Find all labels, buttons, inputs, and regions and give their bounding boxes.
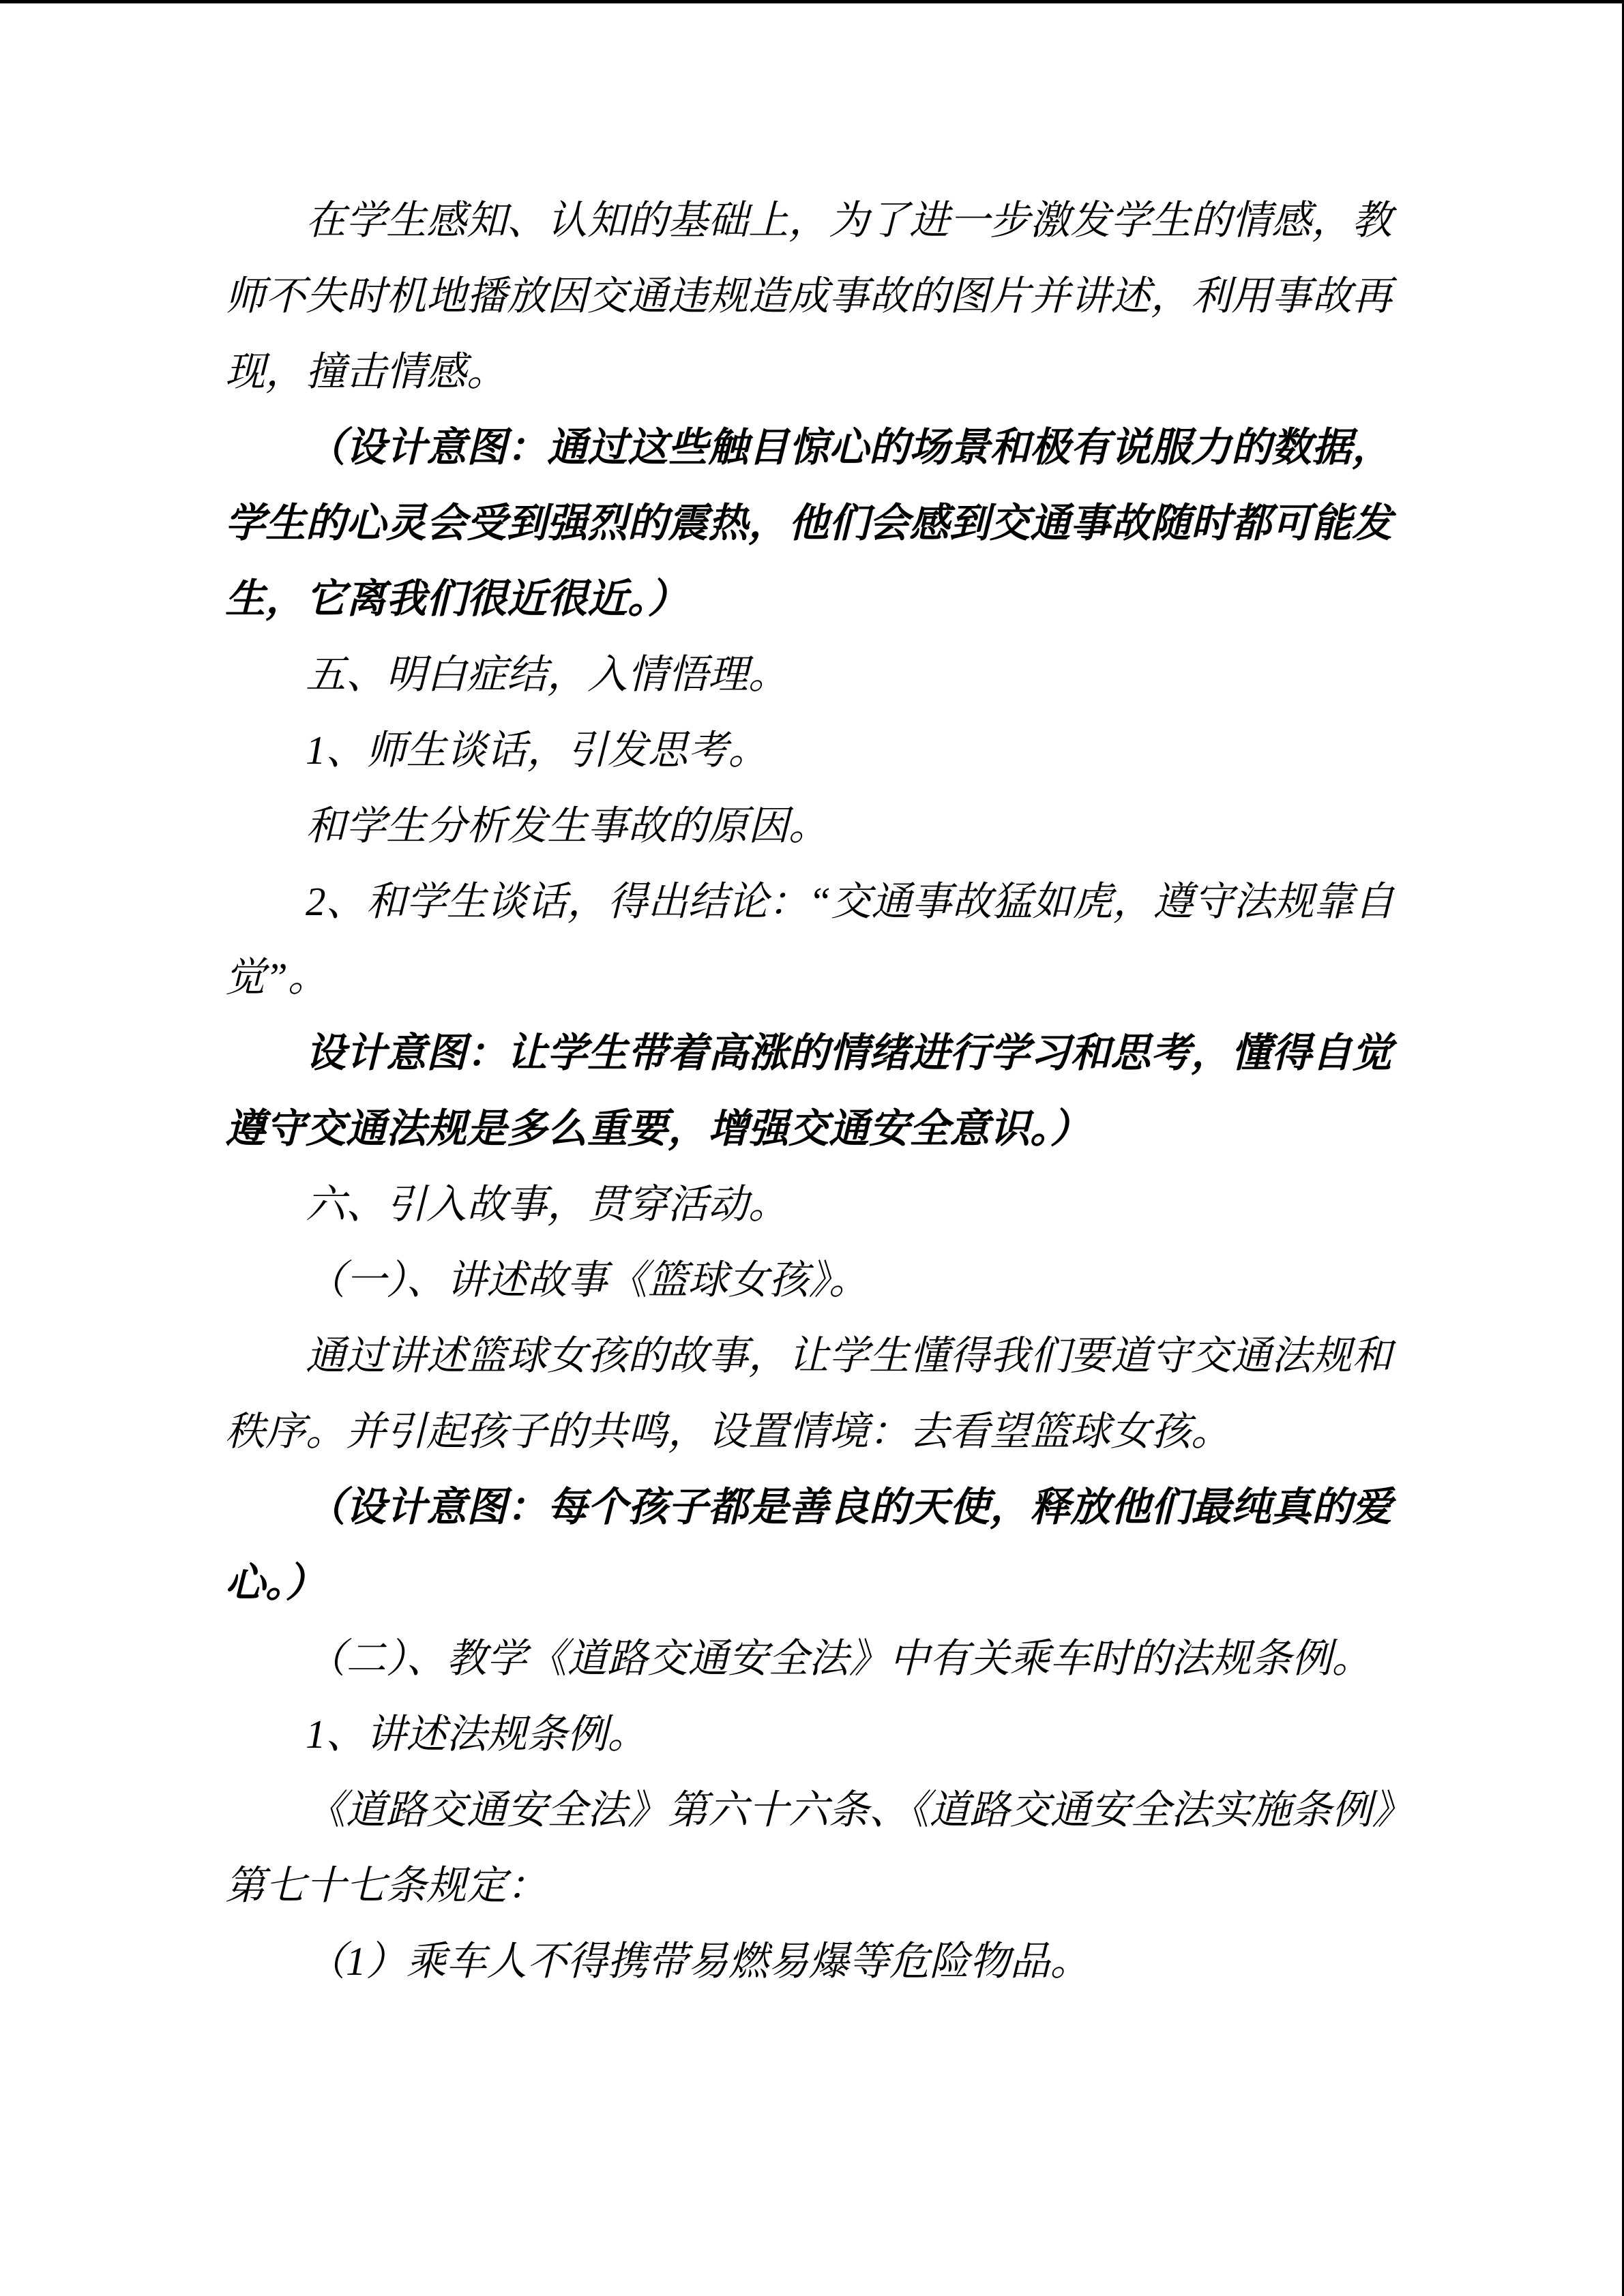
paragraph: 1、师生谈话，引发思考。: [306, 728, 769, 773]
paragraph: 通过讲述篮球女孩的故事，让学生懂得我们要道守交通法规和秩序。并引起孩子的共鸣，设置情境：去看望篮球女孩。: [225, 1333, 1393, 1454]
paragraph: 五、明白症结，入情悟理。: [306, 652, 789, 697]
document-body: [225, 183, 1404, 1999]
paragraph: （1）乘车人不得携带易燃易爆等危险物品。: [306, 1939, 1091, 1984]
paragraph: 在学生感知、认知的基础上，为了进一步激发学生的情感，教师不失时机地播放因交通违规造成事故的图片并讲述，利用事故再现，撞击情感。: [225, 198, 1393, 394]
paragraph: 六、引入故事，贯穿活动。: [306, 1182, 789, 1227]
paragraph: 2、和学生谈话，得出结论：“交通事故猛如虎，遵守法规靠自觉”。: [225, 879, 1395, 1000]
paragraph: 设计意图：让学生带着高涨的情绪进行学习和思考，懂得自觉遵守交通法规是多么重要，增强交通安全意识。）: [225, 1030, 1393, 1151]
paragraph: （设计意图：通过这些触目惊心的场景和极有说服力的数据，学生的心灵会受到强烈的震热，他们会感到交通事故随时都可能发生，它离我们很近很近。）: [225, 425, 1393, 621]
paragraph: 和学生分析发生事故的原因。: [306, 803, 829, 848]
paragraph: 1、讲述法规条例。: [306, 1712, 648, 1757]
paragraph: （设计意图：每个孩子都是善良的天使，释放他们最纯真的爱心。）: [225, 1485, 1393, 1605]
page-top-border: [0, 0, 1624, 3]
paragraph: 《道路交通安全法》第六十六条、《道路交通安全法实施条例》第七十七条规定：: [225, 1787, 1393, 1908]
paragraph: （二）、教学《道路交通安全法》中有关乘车时的法规条例。: [306, 1636, 1372, 1681]
paragraph: （一）、讲述故事《篮球女孩》。: [306, 1257, 870, 1302]
